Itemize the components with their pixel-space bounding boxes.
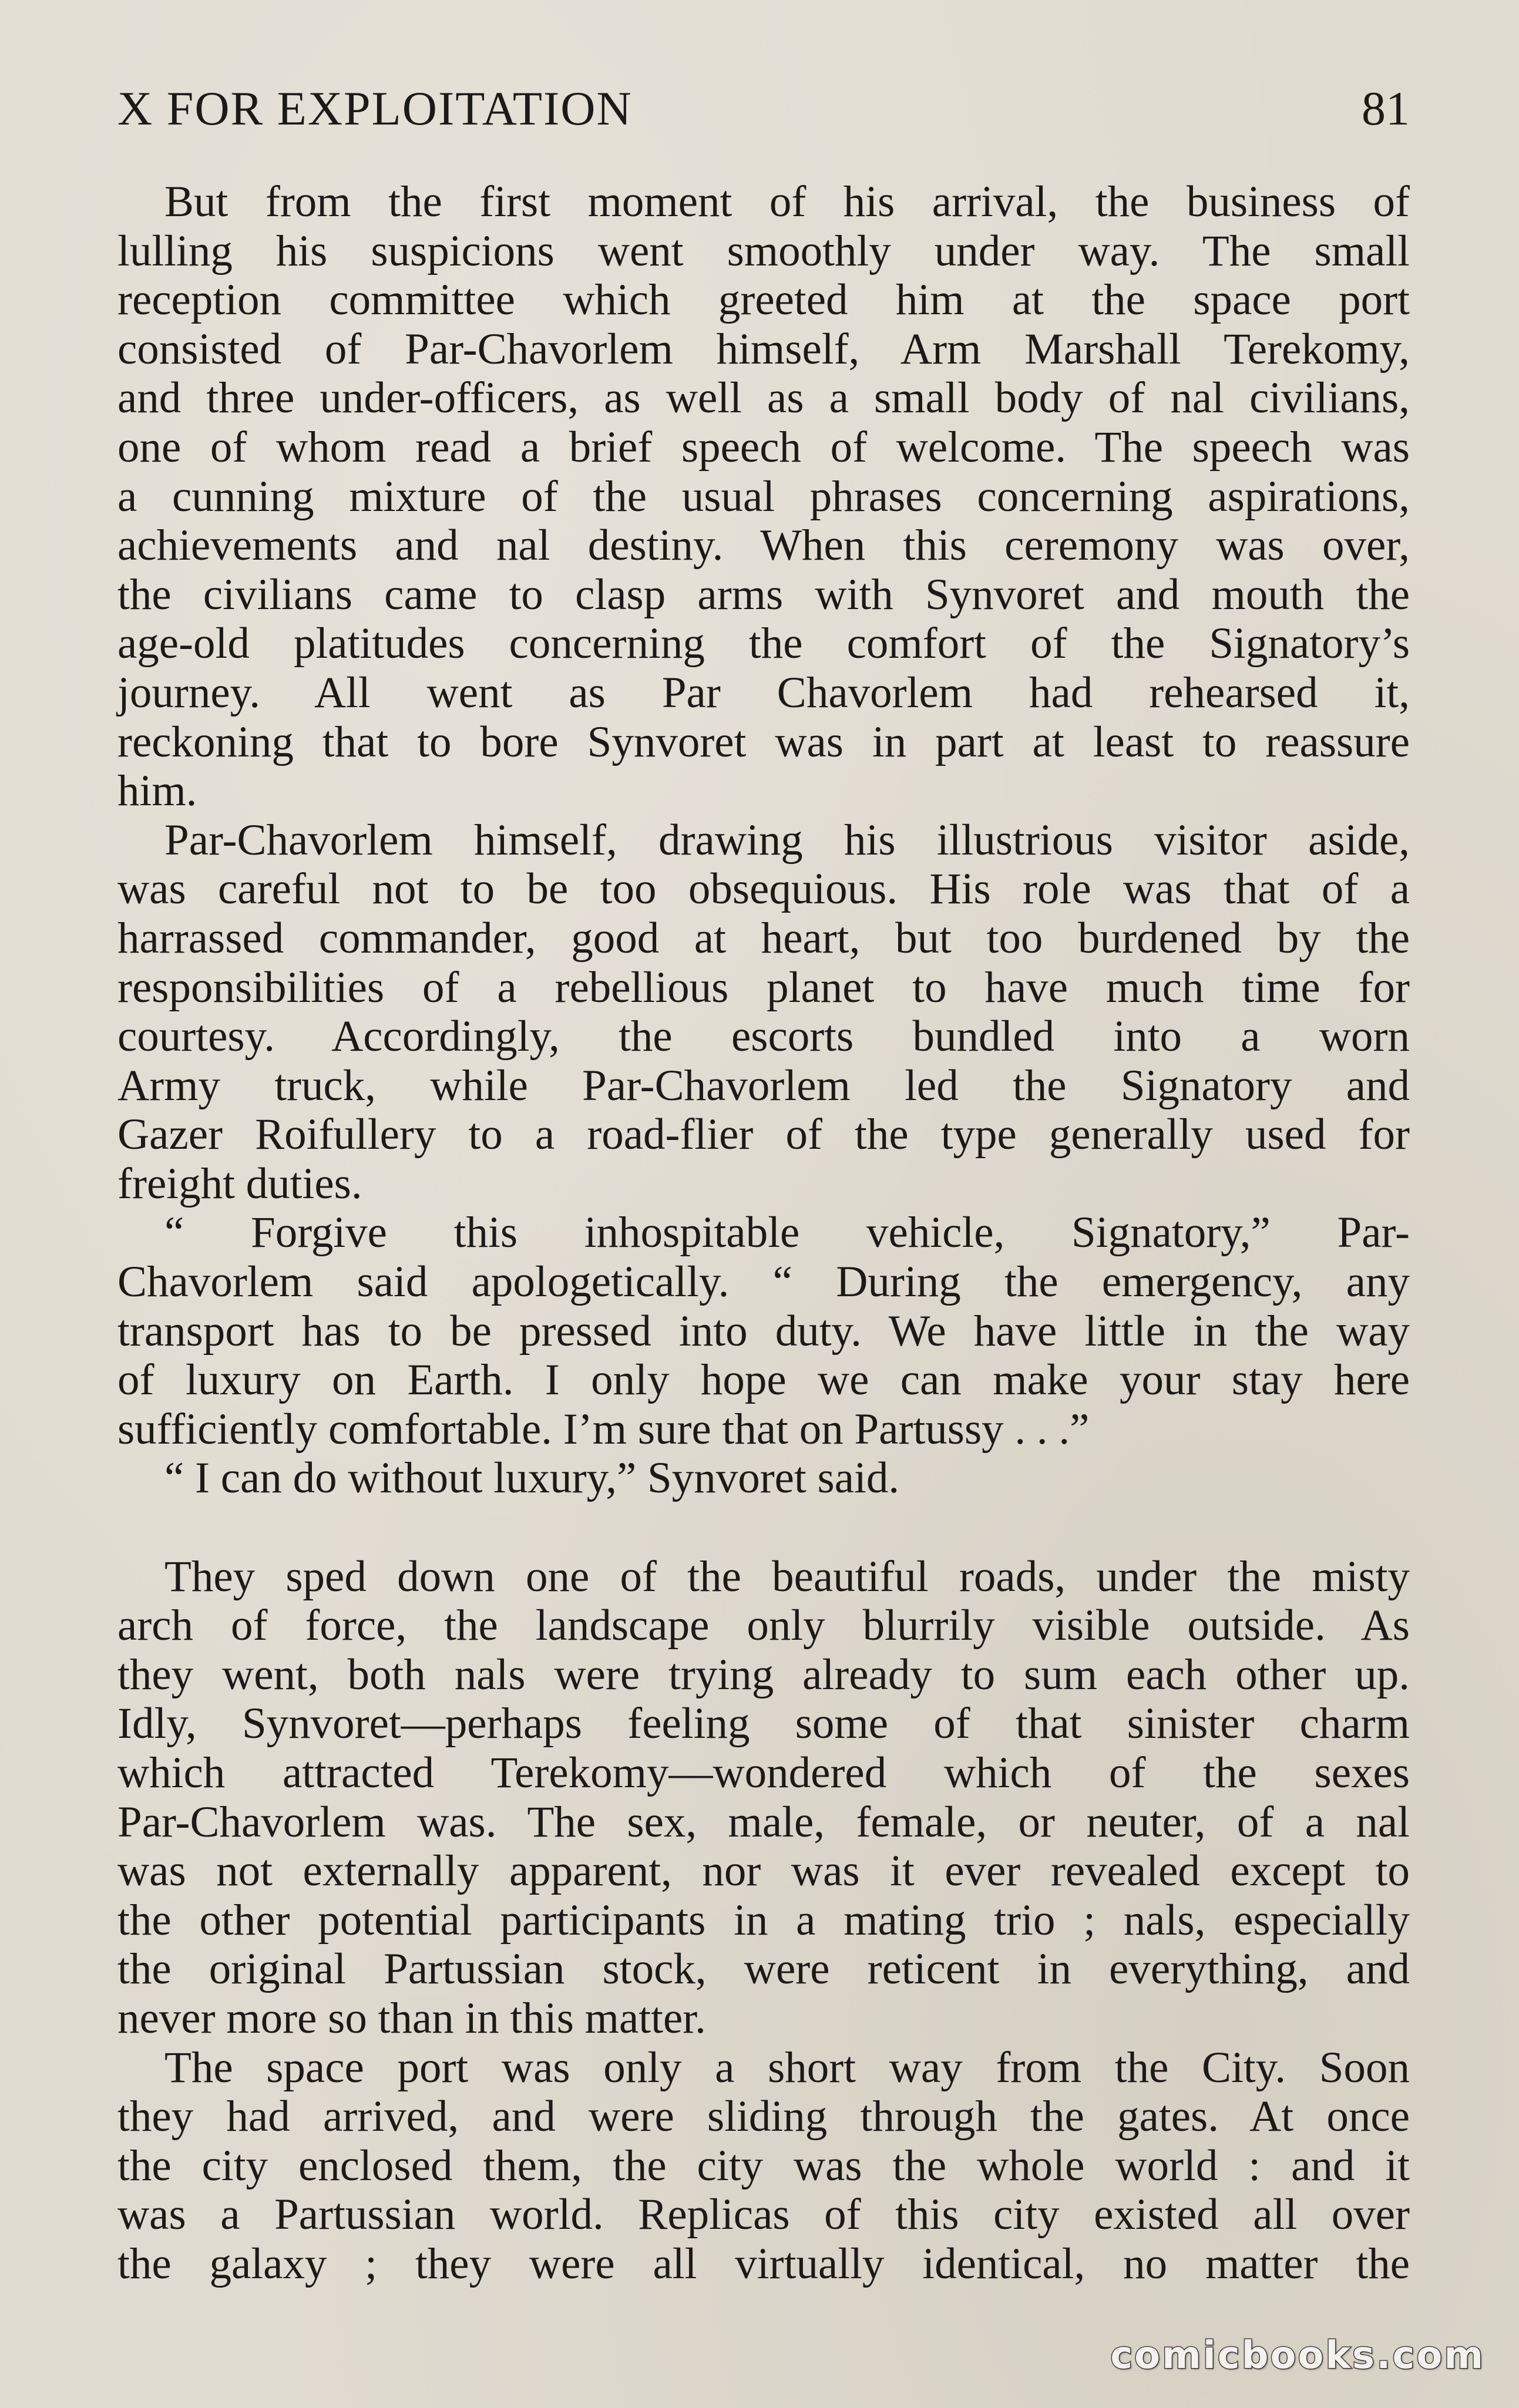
body-text (117, 177, 1410, 2289)
text-line: the original Partussian stock, were reticent in everything, and (117, 1945, 1410, 1994)
text-line: Par-Chavorlem himself, drawing his illustrious visitor aside, (164, 815, 1410, 865)
text-line: a cunning mixture of the usual phrases concerning aspirations, (117, 472, 1410, 521)
running-head (117, 81, 1410, 134)
text-line: reception committee which greeted him at the space port (117, 275, 1410, 325)
watermark-logo: comicbooks.com (1110, 2334, 1485, 2377)
text-line: Idly, Synvoret—perhaps feeling some of that sinister charm (117, 1699, 1410, 1748)
text-line: Par-Chavorlem was. The sex, male, female, or neuter, of a nal (117, 1797, 1410, 1847)
text-line: the galaxy ; they were all virtually identical, no matter the (117, 2239, 1410, 2288)
text-line: him. (117, 766, 197, 816)
text-line: reckoning that to bore Synvoret was in part at least to reassure (117, 717, 1410, 766)
text-line: was careful not to be too obsequious. His role was that of a (117, 865, 1410, 914)
running-title: X FOR EXPLOITATION (117, 82, 633, 135)
text-line: consisted of Par-Chavorlem himself, Arm Marshall Terekomy, (117, 324, 1410, 374)
text-line: the civilians came to clasp arms with Synvoret and mouth the (117, 570, 1410, 619)
text-line: “ I can do without luxury,” Synvoret said. (164, 1454, 900, 1503)
text-line: they went, both nals were trying already to sum each other up. (117, 1650, 1410, 1699)
text-line: they had arrived, and were sliding through the gates. At once (117, 2092, 1410, 2141)
text-line: achievements and nal destiny. When this ceremony was over, (117, 521, 1410, 570)
text-line: never more so than in this matter. (117, 1993, 706, 2043)
text-line: was a Partussian world. Replicas of this city existed all over (117, 2190, 1410, 2239)
section-break (117, 1503, 1410, 1552)
text-line: The space port was only a short way from the City. Soon (164, 2043, 1410, 2092)
text-line: courtesy. Accordingly, the escorts bundled into a worn (117, 1012, 1410, 1061)
text-line: Army truck, while Par-Chavorlem led the Signatory and (117, 1061, 1410, 1110)
text-line: was not externally apparent, nor was it ever revealed except to (117, 1847, 1410, 1896)
text-line: sufficiently comfortable. I’m sure that on Partussy . . .” (117, 1404, 1090, 1454)
text-line: one of whom read a brief speech of welcome. The speech was (117, 422, 1410, 472)
text-line: responsibilities of a rebellious planet to have much time for (117, 963, 1410, 1012)
text-line: the other potential participants in a mating trio ; nals, especially (117, 1895, 1410, 1945)
text-line: harrassed commander, good at heart, but too burdened by the (117, 913, 1410, 963)
text-line: arch of force, the landscape only blurrily visible outside. As (117, 1601, 1410, 1650)
text-line: Gazer Roifullery to a road-flier of the type generally used for (117, 1110, 1410, 1159)
text-line: But from the first moment of his arrival, the business of (164, 177, 1410, 226)
text-line: and three under-officers, as well as a small body of nal civilians, (117, 374, 1410, 423)
text-line: Chavorlem said apologetically. “ During the emergency, any (117, 1257, 1410, 1307)
page-number: 81 (1362, 82, 1410, 135)
text-line: transport has to be pressed into duty. We have little in the way (117, 1306, 1410, 1356)
text-line: “ Forgive this inhospitable vehicle, Signatory,” Par- (164, 1208, 1410, 1257)
text-line: lulling his suspicions went smoothly under way. The small (117, 226, 1410, 275)
text-line: They sped down one of the beautiful roads, under the misty (164, 1552, 1410, 1601)
text-line: journey. All went as Par Chavorlem had rehearsed it, (117, 668, 1410, 717)
text-line: freight duties. (117, 1159, 362, 1208)
text-line: of luxury on Earth. I only hope we can make your stay here (117, 1356, 1410, 1405)
text-line: which attracted Terekomy—wondered which of the sexes (117, 1748, 1410, 1797)
text-line: the city enclosed them, the city was the whole world : and it (117, 2141, 1410, 2190)
text-line: age-old platitudes concerning the comfort of the Signatory’s (117, 619, 1410, 668)
